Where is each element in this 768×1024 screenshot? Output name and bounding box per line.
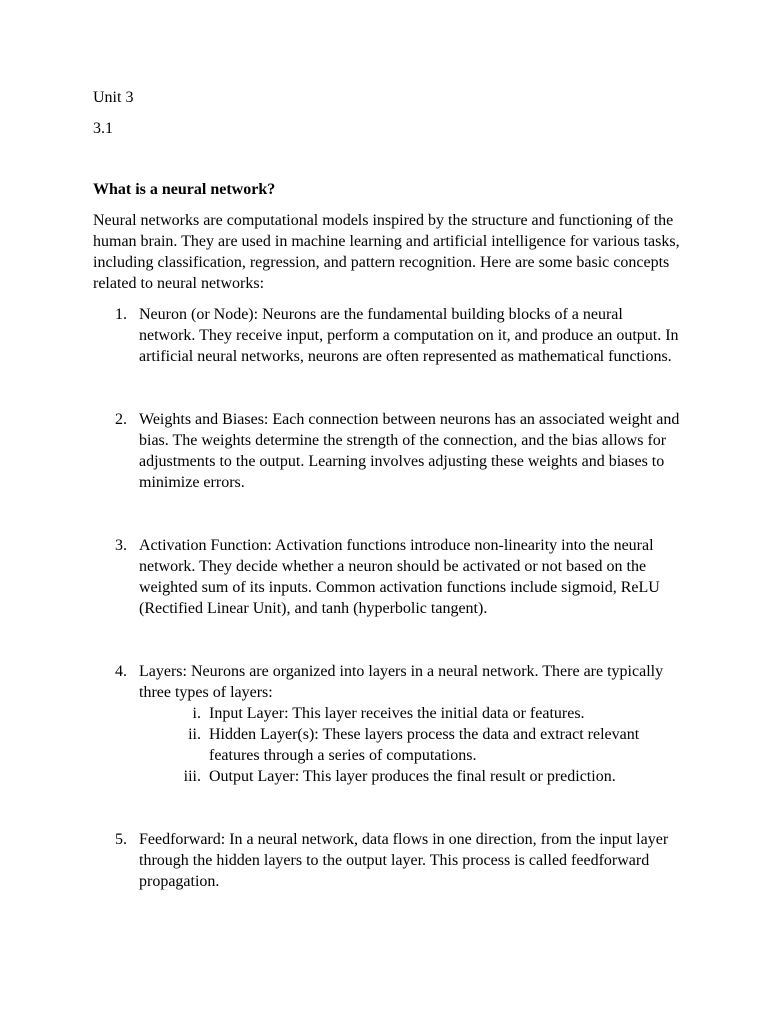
list-item-number: 1. [115, 306, 127, 323]
list-item [93, 535, 683, 619]
list-item-text: Neuron (or Node): Neurons are the fundamental building blocks of a neural network. They receive input, perform a computation on it, and produce an output. In artificial neural networks, neurons are often represented as mathematical functions. [139, 306, 679, 365]
list-item [93, 409, 683, 493]
sublist-item [139, 766, 683, 787]
sublist-item-text: Input Layer: This layer receives the initial data or features. [209, 705, 585, 722]
sublist-item [139, 724, 683, 766]
section-number: 3.1 [93, 120, 113, 137]
sublist-item-text: Hidden Layer(s): These layers process the data and extract relevant features through a series of computations. [209, 726, 640, 764]
sublist-item-number: i. [192, 705, 201, 722]
list-item-number: 2. [115, 411, 127, 428]
list-item-number: 3. [115, 537, 127, 554]
list-item-text: Layers: Neurons are organized into layers in a neural network. There are typically three types of layers: [139, 663, 664, 701]
section-heading: What is a neural network? [93, 181, 276, 198]
intro-paragraph: Neural networks are computational models inspired by the structure and functioning of the human brain. They are used in machine learning and artificial intelligence for various tasks, including classification, regression, and pattern recognition. Here are some basic concepts related to neural networks: [93, 212, 680, 292]
list-item-text: Activation Function: Activation functions introduce non-linearity into the neural network. They decide whether a neuron should be activated or not based on the weighted sum of its inputs. Common activation functions include sigmoid, ReLU (Rectified Linear Unit), and tanh (hyperbolic tangent). [139, 537, 660, 617]
sublist-item-number: iii. [183, 768, 201, 785]
unit-label: Unit 3 [93, 89, 134, 106]
sublist-item-text: Output Layer: This layer produces the final result or prediction. [209, 768, 616, 785]
concepts-list [93, 304, 683, 892]
list-item-number: 5. [115, 831, 127, 848]
sublist-item-number: ii. [188, 726, 201, 743]
list-item [93, 304, 683, 367]
list-item-text: Feedforward: In a neural network, data flows in one direction, from the input layer through the hidden layers to the output layer. This process is called feedforward propagation. [139, 831, 669, 890]
list-item-text: Weights and Biases: Each connection between neurons has an associated weight and bias. The weights determine the strength of the connection, and the bias allows for adjustments to the output. Learning involves adjusting these weights and biases to minimize errors. [139, 411, 680, 491]
list-item [93, 661, 683, 787]
sublist-item [139, 703, 683, 724]
list-item [93, 829, 683, 892]
list-item-number: 4. [115, 663, 127, 680]
layer-types-sublist [139, 703, 683, 787]
